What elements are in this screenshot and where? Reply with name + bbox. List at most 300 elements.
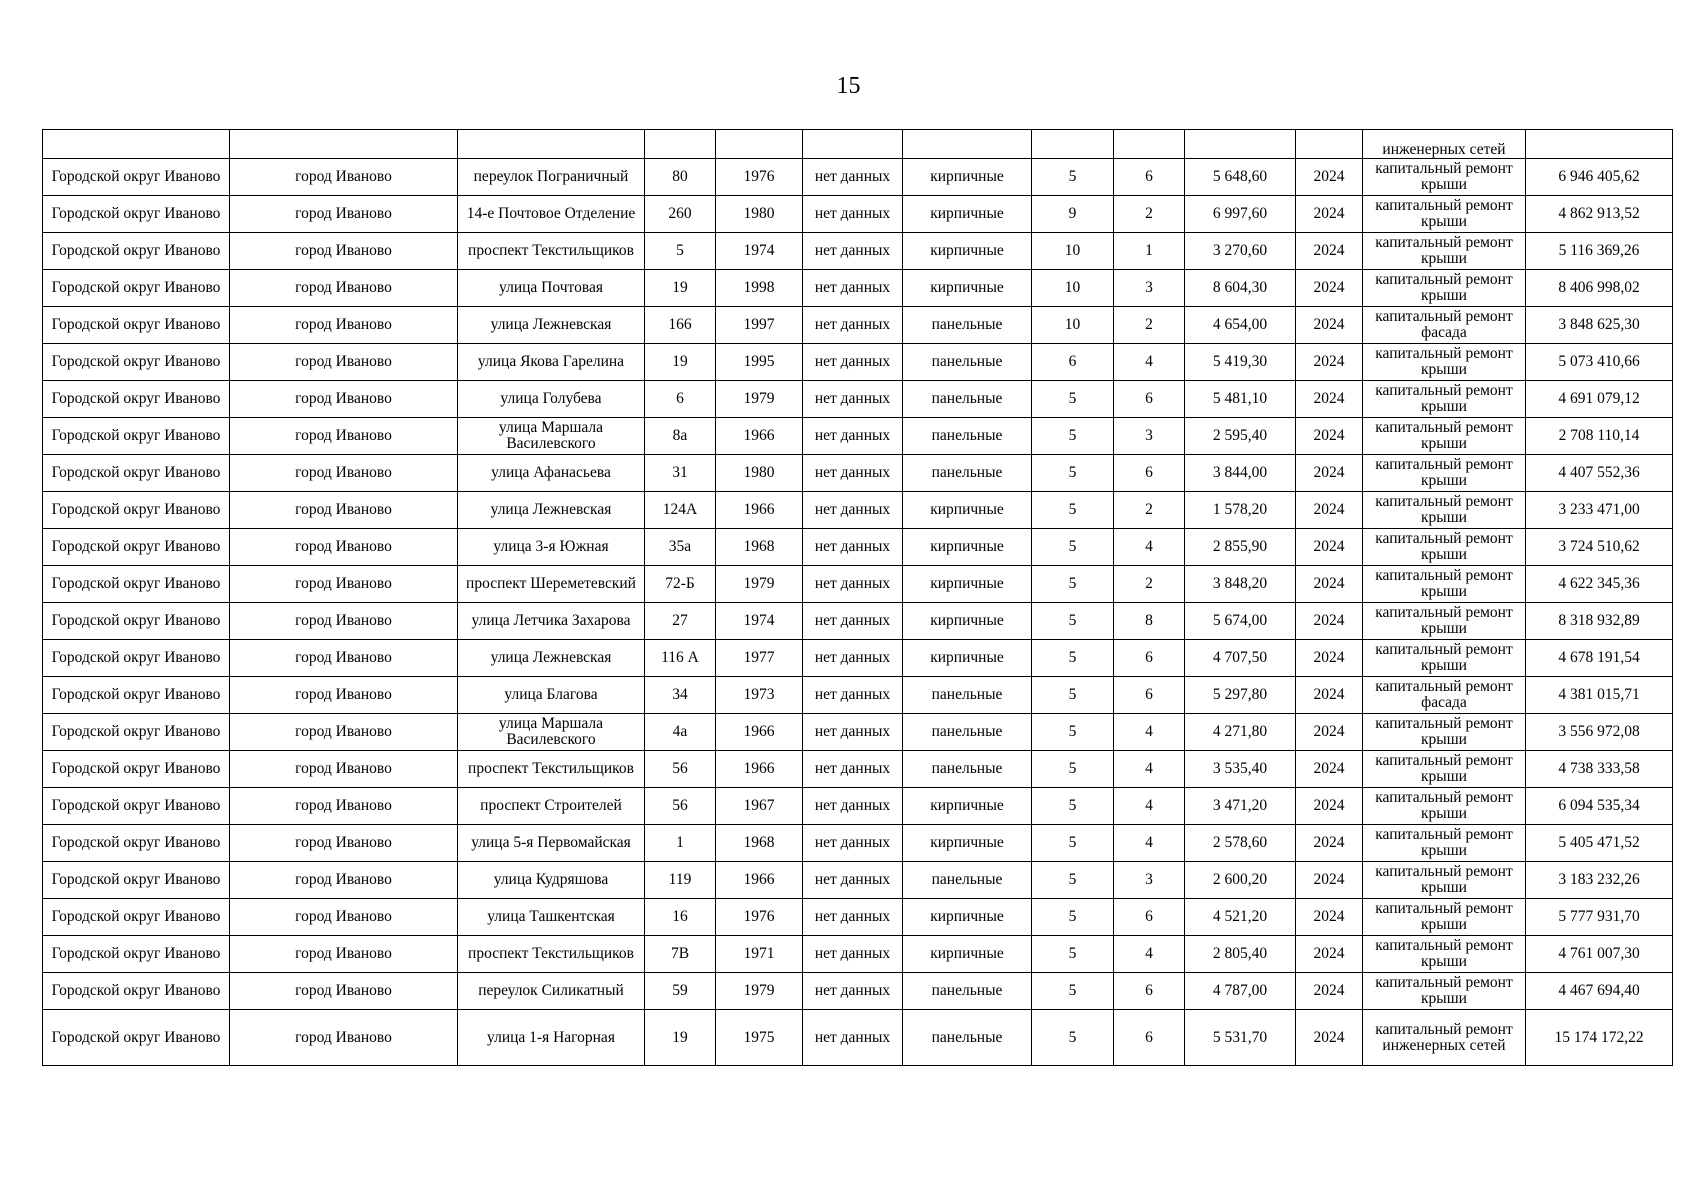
municipality-cell: Городской округ Иваново [43,529,230,566]
municipality-cell [43,130,230,159]
street-cell: улица Маршала Василевского [458,418,645,455]
municipality-cell: Городской округ Иваново [43,973,230,1010]
municipality-cell: Городской округ Иваново [43,1010,230,1066]
area-cell: 8 604,30 [1185,270,1296,307]
wall-material-cell: кирпичные [903,788,1032,825]
table-row [43,529,1673,566]
cost-cell: 3 183 232,26 [1526,862,1673,899]
plan-year-cell [1296,130,1363,159]
extra-cell: нет данных [803,566,903,603]
extra-cell: нет данных [803,529,903,566]
table-row [43,1010,1673,1066]
floors-cell: 5 [1032,677,1114,714]
extra-cell: нет данных [803,936,903,973]
area-cell: 4 707,50 [1185,640,1296,677]
floors-cell [1032,130,1114,159]
work-type-cell: капитальный ремонт крыши [1363,492,1526,529]
table-row [43,788,1673,825]
cost-cell: 4 738 333,58 [1526,751,1673,788]
table-row [43,418,1673,455]
house-number-cell: 119 [645,862,716,899]
street-cell: проспект Шереметевский [458,566,645,603]
area-cell: 4 521,20 [1185,899,1296,936]
build-year-cell: 1974 [716,603,803,640]
entrances-cell: 8 [1114,603,1185,640]
wall-material-cell: панельные [903,751,1032,788]
area-cell: 4 271,80 [1185,714,1296,751]
wall-material-cell: панельные [903,862,1032,899]
cost-cell: 3 556 972,08 [1526,714,1673,751]
table-row [43,344,1673,381]
settlement-cell: город Иваново [230,788,458,825]
house-number-cell: 124А [645,492,716,529]
house-number-cell [645,130,716,159]
floors-cell: 5 [1032,455,1114,492]
house-number-cell: 35а [645,529,716,566]
settlement-cell: город Иваново [230,640,458,677]
build-year-cell: 1968 [716,825,803,862]
work-type-cell: капитальный ремонт крыши [1363,973,1526,1010]
cost-cell: 4 467 694,40 [1526,973,1673,1010]
entrances-cell: 1 [1114,233,1185,270]
settlement-cell: город Иваново [230,381,458,418]
floors-cell: 5 [1032,862,1114,899]
work-type-cell: инженерных сетей [1363,130,1526,159]
cost-cell: 5 405 471,52 [1526,825,1673,862]
extra-cell: нет данных [803,788,903,825]
plan-year-cell: 2024 [1296,566,1363,603]
build-year-cell: 1980 [716,455,803,492]
plan-year-cell: 2024 [1296,825,1363,862]
wall-material-cell: панельные [903,1010,1032,1066]
house-number-cell: 56 [645,788,716,825]
street-cell: улица Лежневская [458,640,645,677]
municipality-cell: Городской округ Иваново [43,714,230,751]
wall-material-cell: кирпичные [903,899,1032,936]
house-number-cell: 260 [645,196,716,233]
table-row [43,936,1673,973]
plan-year-cell: 2024 [1296,714,1363,751]
plan-year-cell: 2024 [1296,270,1363,307]
settlement-cell: город Иваново [230,233,458,270]
settlement-cell: город Иваново [230,196,458,233]
table-row [43,159,1673,196]
plan-year-cell: 2024 [1296,307,1363,344]
cost-cell: 4 381 015,71 [1526,677,1673,714]
plan-year-cell: 2024 [1296,936,1363,973]
floors-cell: 5 [1032,825,1114,862]
street-cell: улица Голубева [458,381,645,418]
entrances-cell: 3 [1114,418,1185,455]
build-year-cell: 1966 [716,418,803,455]
floors-cell: 5 [1032,899,1114,936]
build-year-cell: 1967 [716,788,803,825]
wall-material-cell: панельные [903,307,1032,344]
work-type-cell: капитальный ремонт крыши [1363,344,1526,381]
build-year-cell: 1997 [716,307,803,344]
settlement-cell: город Иваново [230,529,458,566]
extra-cell: нет данных [803,307,903,344]
build-year-cell: 1980 [716,196,803,233]
build-year-cell: 1976 [716,159,803,196]
area-cell: 3 471,20 [1185,788,1296,825]
street-cell: улица Почтовая [458,270,645,307]
table-row [43,196,1673,233]
table-body [43,130,1673,1066]
entrances-cell: 4 [1114,529,1185,566]
extra-cell: нет данных [803,159,903,196]
wall-material-cell: кирпичные [903,233,1032,270]
extra-cell [803,130,903,159]
street-cell: проспект Текстильщиков [458,751,645,788]
house-number-cell: 5 [645,233,716,270]
area-cell: 3 535,40 [1185,751,1296,788]
entrances-cell: 2 [1114,492,1185,529]
municipality-cell: Городской округ Иваново [43,492,230,529]
entrances-cell: 4 [1114,936,1185,973]
cost-cell: 3 848 625,30 [1526,307,1673,344]
work-type-cell: капитальный ремонт крыши [1363,196,1526,233]
floors-cell: 5 [1032,418,1114,455]
cost-cell: 5 777 931,70 [1526,899,1673,936]
plan-year-cell: 2024 [1296,233,1363,270]
plan-year-cell: 2024 [1296,418,1363,455]
cost-cell: 5 116 369,26 [1526,233,1673,270]
table-row [43,603,1673,640]
house-number-cell: 19 [645,1010,716,1066]
municipality-cell: Городской округ Иваново [43,936,230,973]
wall-material-cell: кирпичные [903,566,1032,603]
house-number-cell: 34 [645,677,716,714]
street-cell: улица Афанасьева [458,455,645,492]
build-year-cell: 1968 [716,529,803,566]
settlement-cell: город Иваново [230,159,458,196]
area-cell: 3 844,00 [1185,455,1296,492]
plan-year-cell: 2024 [1296,159,1363,196]
area-cell [1185,130,1296,159]
area-cell: 2 855,90 [1185,529,1296,566]
entrances-cell: 4 [1114,344,1185,381]
table-row [43,825,1673,862]
wall-material-cell: кирпичные [903,196,1032,233]
settlement-cell: город Иваново [230,270,458,307]
work-type-cell: капитальный ремонт крыши [1363,825,1526,862]
area-cell: 5 481,10 [1185,381,1296,418]
floors-cell: 10 [1032,307,1114,344]
work-type-cell: капитальный ремонт фасада [1363,307,1526,344]
municipality-cell: Городской округ Иваново [43,899,230,936]
entrances-cell: 2 [1114,307,1185,344]
build-year-cell: 1966 [716,492,803,529]
house-number-cell: 7В [645,936,716,973]
settlement-cell: город Иваново [230,1010,458,1066]
settlement-cell: город Иваново [230,418,458,455]
wall-material-cell: панельные [903,418,1032,455]
wall-material-cell: кирпичные [903,159,1032,196]
build-year-cell: 1971 [716,936,803,973]
extra-cell: нет данных [803,603,903,640]
build-year-cell: 1973 [716,677,803,714]
floors-cell: 5 [1032,751,1114,788]
settlement-cell: город Иваново [230,455,458,492]
area-cell: 5 674,00 [1185,603,1296,640]
extra-cell: нет данных [803,418,903,455]
house-number-cell: 72-Б [645,566,716,603]
municipality-cell: Городской округ Иваново [43,196,230,233]
entrances-cell: 2 [1114,566,1185,603]
municipality-cell: Городской округ Иваново [43,677,230,714]
cost-cell: 15 174 172,22 [1526,1010,1673,1066]
wall-material-cell: панельные [903,455,1032,492]
floors-cell: 10 [1032,270,1114,307]
area-cell: 1 578,20 [1185,492,1296,529]
cost-cell: 2 708 110,14 [1526,418,1673,455]
house-number-cell: 19 [645,344,716,381]
wall-material-cell: кирпичные [903,492,1032,529]
cost-cell: 4 407 552,36 [1526,455,1673,492]
cost-cell: 4 761 007,30 [1526,936,1673,973]
house-number-cell: 80 [645,159,716,196]
municipality-cell: Городской округ Иваново [43,344,230,381]
table-row [43,677,1673,714]
extra-cell: нет данных [803,751,903,788]
house-number-cell: 31 [645,455,716,492]
house-number-cell: 116 А [645,640,716,677]
plan-year-cell: 2024 [1296,492,1363,529]
house-number-cell: 27 [645,603,716,640]
floors-cell: 5 [1032,640,1114,677]
extra-cell: нет данных [803,492,903,529]
area-cell: 6 997,60 [1185,196,1296,233]
cost-cell: 4 622 345,36 [1526,566,1673,603]
municipality-cell: Городской округ Иваново [43,159,230,196]
plan-year-cell: 2024 [1296,751,1363,788]
floors-cell: 9 [1032,196,1114,233]
plan-year-cell: 2024 [1296,344,1363,381]
work-type-cell: капитальный ремонт крыши [1363,159,1526,196]
floors-cell: 10 [1032,233,1114,270]
municipality-cell: Городской округ Иваново [43,640,230,677]
entrances-cell: 4 [1114,751,1185,788]
extra-cell: нет данных [803,640,903,677]
floors-cell: 5 [1032,381,1114,418]
house-number-cell: 8а [645,418,716,455]
street-cell: улица Лежневская [458,492,645,529]
build-year-cell: 1979 [716,381,803,418]
cost-cell: 6 094 535,34 [1526,788,1673,825]
table-row [43,640,1673,677]
municipality-cell: Городской округ Иваново [43,455,230,492]
build-year-cell: 1995 [716,344,803,381]
entrances-cell: 6 [1114,899,1185,936]
table-row [43,714,1673,751]
settlement-cell: город Иваново [230,492,458,529]
house-number-cell: 19 [645,270,716,307]
plan-year-cell: 2024 [1296,196,1363,233]
municipality-cell: Городской округ Иваново [43,751,230,788]
extra-cell: нет данных [803,862,903,899]
entrances-cell: 6 [1114,677,1185,714]
settlement-cell: город Иваново [230,862,458,899]
entrances-cell: 4 [1114,714,1185,751]
floors-cell: 5 [1032,714,1114,751]
extra-cell: нет данных [803,899,903,936]
build-year-cell [716,130,803,159]
page-number: 15 [836,73,861,99]
table-row [43,973,1673,1010]
plan-year-cell: 2024 [1296,455,1363,492]
work-type-cell: капитальный ремонт крыши [1363,270,1526,307]
floors-cell: 5 [1032,566,1114,603]
wall-material-cell: кирпичные [903,270,1032,307]
work-type-cell: капитальный ремонт крыши [1363,455,1526,492]
street-cell: проспект Строителей [458,788,645,825]
wall-material-cell: панельные [903,677,1032,714]
entrances-cell: 4 [1114,788,1185,825]
settlement-cell: город Иваново [230,566,458,603]
house-number-cell: 1 [645,825,716,862]
entrances-cell: 6 [1114,381,1185,418]
wall-material-cell: панельные [903,381,1032,418]
area-cell: 5 419,30 [1185,344,1296,381]
street-cell: улица 1-я Нагорная [458,1010,645,1066]
cost-cell: 5 073 410,66 [1526,344,1673,381]
street-cell: улица 5-я Первомайская [458,825,645,862]
work-type-cell: капитальный ремонт крыши [1363,529,1526,566]
extra-cell: нет данных [803,344,903,381]
street-cell: улица Кудряшова [458,862,645,899]
floors-cell: 5 [1032,936,1114,973]
table-row [43,381,1673,418]
area-cell: 2 600,20 [1185,862,1296,899]
build-year-cell: 1979 [716,566,803,603]
house-number-cell: 166 [645,307,716,344]
house-number-cell: 6 [645,381,716,418]
build-year-cell: 1966 [716,714,803,751]
extra-cell: нет данных [803,1010,903,1066]
cost-cell: 3 233 471,00 [1526,492,1673,529]
municipality-cell: Городской округ Иваново [43,307,230,344]
settlement-cell: город Иваново [230,825,458,862]
street-cell [458,130,645,159]
table-row [43,899,1673,936]
settlement-cell: город Иваново [230,677,458,714]
extra-cell: нет данных [803,714,903,751]
settlement-cell: город Иваново [230,751,458,788]
street-cell: проспект Текстильщиков [458,936,645,973]
extra-cell: нет данных [803,455,903,492]
entrances-cell [1114,130,1185,159]
settlement-cell: город Иваново [230,307,458,344]
build-year-cell: 1977 [716,640,803,677]
build-year-cell: 1974 [716,233,803,270]
plan-year-cell: 2024 [1296,899,1363,936]
area-cell: 3 270,60 [1185,233,1296,270]
street-cell: переулок Силикатный [458,973,645,1010]
municipality-cell: Городской округ Иваново [43,825,230,862]
street-cell: улица Благова [458,677,645,714]
build-year-cell: 1966 [716,862,803,899]
capital-repair-table [42,129,1673,1066]
wall-material-cell: кирпичные [903,936,1032,973]
area-cell: 5 531,70 [1185,1010,1296,1066]
cost-cell: 4 678 191,54 [1526,640,1673,677]
street-cell: улица 3-я Южная [458,529,645,566]
extra-cell: нет данных [803,381,903,418]
entrances-cell: 6 [1114,973,1185,1010]
cost-cell: 8 406 998,02 [1526,270,1673,307]
work-type-cell: капитальный ремонт инженерных сетей [1363,1010,1526,1066]
street-cell: улица Ташкентская [458,899,645,936]
entrances-cell: 3 [1114,270,1185,307]
house-number-cell: 16 [645,899,716,936]
floors-cell: 5 [1032,529,1114,566]
entrances-cell: 6 [1114,640,1185,677]
street-cell: улица Лежневская [458,307,645,344]
cost-cell: 4 691 079,12 [1526,381,1673,418]
work-type-cell: капитальный ремонт крыши [1363,936,1526,973]
wall-material-cell: кирпичные [903,825,1032,862]
work-type-cell: капитальный ремонт крыши [1363,381,1526,418]
extra-cell: нет данных [803,677,903,714]
table-row-continuation [43,130,1673,159]
street-cell: улица Маршала Василевского [458,714,645,751]
entrances-cell: 4 [1114,825,1185,862]
cost-cell: 8 318 932,89 [1526,603,1673,640]
build-year-cell: 1998 [716,270,803,307]
area-cell: 2 578,60 [1185,825,1296,862]
floors-cell: 5 [1032,603,1114,640]
municipality-cell: Городской округ Иваново [43,566,230,603]
work-type-cell: капитальный ремонт крыши [1363,899,1526,936]
settlement-cell: город Иваново [230,603,458,640]
wall-material-cell: панельные [903,714,1032,751]
settlement-cell [230,130,458,159]
cost-cell: 6 946 405,62 [1526,159,1673,196]
wall-material-cell: кирпичные [903,529,1032,566]
area-cell: 4 654,00 [1185,307,1296,344]
table-row [43,862,1673,899]
municipality-cell: Городской округ Иваново [43,381,230,418]
plan-year-cell: 2024 [1296,1010,1363,1066]
work-type-cell: капитальный ремонт крыши [1363,233,1526,270]
settlement-cell: город Иваново [230,973,458,1010]
entrances-cell: 6 [1114,159,1185,196]
floors-cell: 5 [1032,788,1114,825]
work-type-cell: капитальный ремонт крыши [1363,640,1526,677]
table-row [43,233,1673,270]
street-cell: улица Летчика Захарова [458,603,645,640]
build-year-cell: 1976 [716,899,803,936]
street-cell: 14-е Почтовое Отделение [458,196,645,233]
entrances-cell: 6 [1114,455,1185,492]
street-cell: улица Якова Гарелина [458,344,645,381]
street-cell: переулок Пограничный [458,159,645,196]
plan-year-cell: 2024 [1296,640,1363,677]
build-year-cell: 1975 [716,1010,803,1066]
floors-cell: 5 [1032,159,1114,196]
house-number-cell: 56 [645,751,716,788]
table-row [43,492,1673,529]
settlement-cell: город Иваново [230,899,458,936]
extra-cell: нет данных [803,973,903,1010]
work-type-cell: капитальный ремонт крыши [1363,788,1526,825]
plan-year-cell: 2024 [1296,973,1363,1010]
extra-cell: нет данных [803,196,903,233]
entrances-cell: 2 [1114,196,1185,233]
build-year-cell: 1966 [716,751,803,788]
area-cell: 5 297,80 [1185,677,1296,714]
